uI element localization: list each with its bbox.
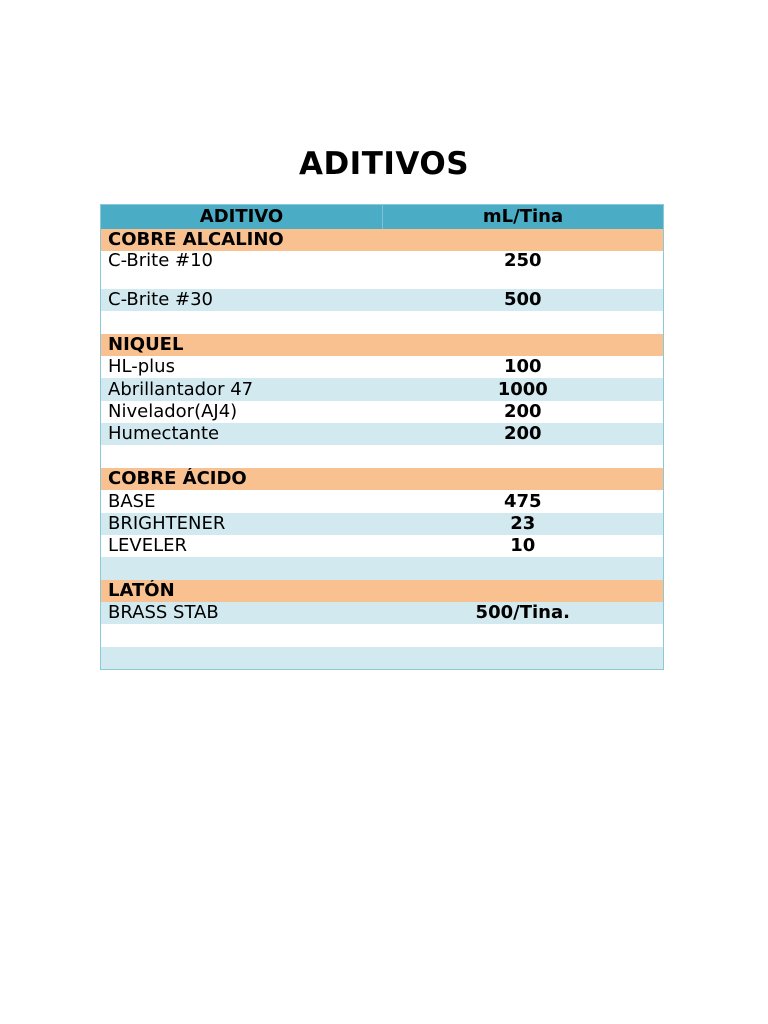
section-title: NIQUEL xyxy=(101,334,664,356)
additive-name: HL-plus xyxy=(101,356,383,378)
additive-name: Humectante xyxy=(101,423,383,445)
section-row xyxy=(101,229,664,251)
table-row xyxy=(101,513,664,535)
table-row xyxy=(101,251,664,289)
table-row xyxy=(101,490,664,513)
additive-value: 500/Tina. xyxy=(383,602,664,624)
additive-value: 10 xyxy=(383,535,664,557)
table-row xyxy=(101,423,664,445)
additive-name: C-Brite #10 xyxy=(101,251,383,289)
column-header-ml-tina: mL/Tina xyxy=(383,205,664,230)
section-title: COBRE ÁCIDO xyxy=(101,468,664,490)
table-row xyxy=(101,401,664,423)
additive-value: 500 xyxy=(383,289,664,311)
section-row xyxy=(101,468,664,490)
spacer-row xyxy=(101,311,664,334)
section-title: LATÓN xyxy=(101,580,664,602)
section-title: COBRE ALCALINO xyxy=(101,229,664,251)
additive-value: 250 xyxy=(383,251,664,289)
spacer-row xyxy=(101,557,664,580)
additive-name: BRIGHTENER xyxy=(101,513,383,535)
additive-value: 200 xyxy=(383,423,664,445)
additive-name: LEVELER xyxy=(101,535,383,557)
column-header-aditivo: ADITIVO xyxy=(101,205,383,230)
additive-value: 1000 xyxy=(383,378,664,401)
additives-table xyxy=(100,204,664,670)
additive-value: 200 xyxy=(383,401,664,423)
spacer-row xyxy=(101,624,664,647)
table-row xyxy=(101,602,664,624)
additive-name: C-Brite #30 xyxy=(101,289,383,311)
additive-value: 475 xyxy=(383,490,664,513)
page-title: ADITIVOS xyxy=(298,146,470,182)
table-header-row xyxy=(101,205,664,230)
spacer-row xyxy=(101,445,664,468)
additive-value: 23 xyxy=(383,513,664,535)
table-row xyxy=(101,356,664,378)
additive-name: BRASS STAB xyxy=(101,602,383,624)
additive-value: 100 xyxy=(383,356,664,378)
additive-name: Abrillantador 47 xyxy=(101,378,383,401)
table-row xyxy=(101,378,664,401)
additive-name: BASE xyxy=(101,490,383,513)
table-row xyxy=(101,535,664,557)
table-row xyxy=(101,289,664,311)
additive-name: Nivelador(AJ4) xyxy=(101,401,383,423)
section-row xyxy=(101,580,664,602)
section-row xyxy=(101,334,664,356)
spacer-row xyxy=(101,647,664,669)
